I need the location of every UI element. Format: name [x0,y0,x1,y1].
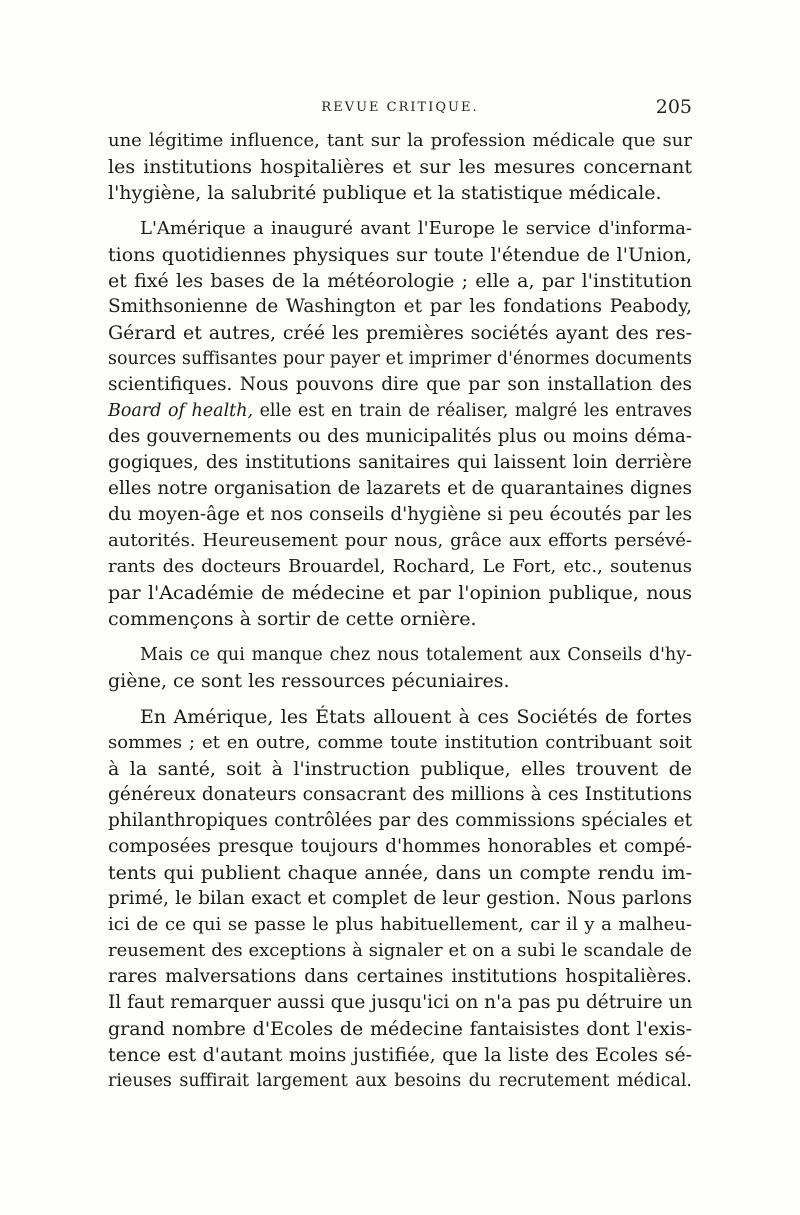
page-number: 205 [655,96,692,118]
text-line: elles notre organisation de lazarets et de quarantaines dignes [108,478,692,499]
text-line: à la santé, soit à l'instruction publique, elles trouvent de [108,758,692,780]
text-line: l'hygiène, la salubrité publique et la statistique médicale. [108,182,662,204]
paragraph-2 [108,216,692,632]
text-line: autorités. Heureusement pour nous, grâce aux efforts persévé- [108,530,692,551]
text-line: généreux donateurs consacrant des millions à ces Institutions [108,784,692,805]
text-line: grand nombre d'Ecoles de médecine fantaisistes dont l'exis- [108,1018,692,1040]
text-line: tents qui publient chaque année, dans un compte rendu im- [108,862,692,884]
running-head [108,96,692,120]
text-line: En Amérique, les États allouent à ces Sociétés de fortes [140,706,692,728]
text-line: sources suffisantes pour payer et imprimer d'énormes documents [108,349,692,369]
text-line: du moyen-âge et nos conseils d'hygiène si peu écoutés par les [108,504,692,525]
text-line: reusement des exceptions à signaler et on a subi le scandale de [108,940,692,961]
text-line: des gouvernements ou des municipalités plus ou moins déma- [108,426,692,447]
text-line: Mais ce qui manque chez nous totalement aux Conseils d'hy- [140,645,692,665]
running-title: REVUE CRITIQUE. [321,100,479,115]
paragraph-3 [108,642,692,694]
text-line: rants des docteurs Brouardel, Rochard, Le Fort, etc., soutenus [108,556,692,577]
text-line [108,398,692,424]
text-line: rieuses suffirait largement aux besoins du recrutement médical. [108,1071,692,1091]
text-line: gogiques, des institutions sanitaires qui laissent loin derrière [108,452,692,473]
text-line: tions quotidiennes physiques sur toute l'étendue de l'Union, [108,244,692,266]
text-line: L'Amérique a inauguré avant l'Europe le service d'informa- [140,218,692,239]
text-line: tence est d'autant moins justifiée, que la liste des Ecoles sé- [108,1044,692,1066]
text-line: par l'Académie de médecine et par l'opinion publique, nous [108,582,692,604]
italic-phrase: Board of health, [108,401,254,421]
paragraph-1 [108,128,692,206]
text-line: primé, le bilan exact et complet de leur gestion. Nous parlons [108,888,692,909]
text-line: Smithsonienne de Washington et par les fondations Peabody, [108,296,692,317]
paragraph-4 [108,704,692,1094]
text-line: philanthropiques contrôlées par des commissions spéciales et [108,810,692,831]
text-line: composées presque toujours d'hommes honorables et compé- [108,836,692,857]
text-line: rares malversations dans certaines institutions hospitalières. [108,966,692,987]
text-line: et fixé les bases de la météorologie ; elle a, par l'institution [108,270,692,292]
body-text [108,128,692,1094]
text-line: les institutions hospitalières et sur les mesures concernant [108,156,692,178]
text-line: scientifiques. Nous pouvons dire que par son installation des [108,374,692,395]
text-line: commençons à sortir de cette ornière. [108,608,477,630]
text-line: ici de ce qui se passe le plus habituellement, car il y a malheu- [108,914,692,935]
text-line: Il faut remarquer aussi que jusqu'ici on n'a pas pu détruire un [108,992,693,1013]
text-line: une légitime influence, tant sur la profession médicale que sur [108,130,692,151]
text-line-rest: elle est en train de réaliser, malgré les entraves [253,401,692,421]
text-line: Gérard et autres, créé les premières sociétés ayant des res- [108,322,692,344]
text-line: giène, ce sont les ressources pécuniaires. [108,670,510,692]
text-line: sommes ; et en outre, comme toute institution contribuant soit [108,732,692,753]
